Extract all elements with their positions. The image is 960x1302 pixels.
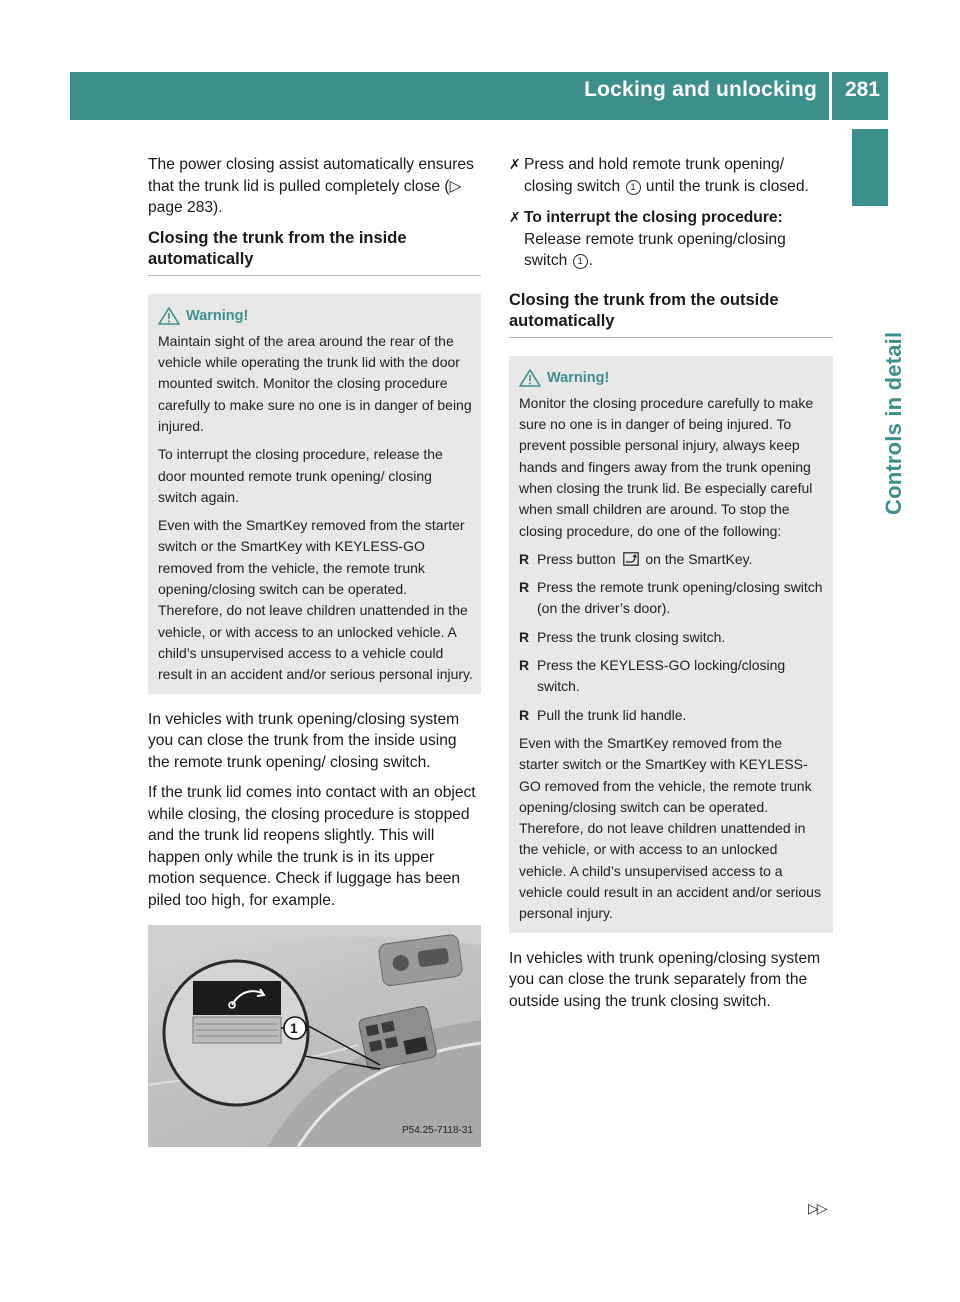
callout-1-icon: 1 bbox=[626, 180, 641, 195]
warning-bullet bbox=[519, 655, 825, 698]
step-text: Press and hold remote trunk opening/ closing switch bbox=[524, 156, 785, 195]
instruction-step bbox=[509, 154, 833, 197]
header-divider bbox=[829, 72, 832, 120]
warning-paragraph: Even with the SmartKey removed from the starter switch or the SmartKey with KEYLESS-GO removed from the vehicle, the remote trunk opening/closing switch can be operated. Therefore, do not leave children unattended in the vehicle, or with access to an unlocked vehicle. A child’s unsupervised access to a vehicle could result in an accident and/or serious personal injury. bbox=[519, 734, 821, 922]
left-column bbox=[148, 154, 481, 1147]
continue-indicator: ▷▷ bbox=[808, 1200, 826, 1216]
warning-box-outside bbox=[509, 356, 833, 933]
step-title: To interrupt the closing procedure: bbox=[524, 209, 783, 226]
instruction-step bbox=[509, 207, 833, 272]
bullet-mark: R bbox=[519, 579, 530, 596]
warning-bullet bbox=[519, 549, 825, 570]
section-heading-inside: Closing the trunk from the inside automatically bbox=[148, 228, 481, 276]
warning-header bbox=[158, 306, 473, 327]
warning-triangle-icon bbox=[158, 307, 180, 325]
step-arrow-icon: ✗ bbox=[509, 209, 521, 225]
chapter-title: Locking and unlocking bbox=[584, 78, 817, 101]
warning-paragraph: Monitor the closing procedure carefully to make sure no one is in danger of being injured. To prevent possible personal injury, always keep hands and fingers away from the trunk opening when closing the trunk lid. Be especially careful when small children are around. To stop the closing procedure, do one of the following: bbox=[519, 394, 814, 539]
bullet-mark: R bbox=[519, 657, 530, 674]
bullet-mark: R bbox=[519, 628, 530, 645]
warning-paragraph: Maintain sight of the area around the rear of the vehicle while operating the trunk lid with the door mounted switch. Monitor the closing procedure carefully to make sure no one is in danger of being injured. bbox=[158, 332, 472, 434]
page-header bbox=[70, 72, 888, 120]
body-paragraph: In vehicles with trunk opening/closing system you can close the trunk from the inside using the remote trunk opening/ closing switch. bbox=[148, 710, 460, 771]
warning-paragraph: To interrupt the closing procedure, release the door mounted remote trunk opening/ closing switch again. bbox=[158, 446, 443, 505]
warning-bullet bbox=[519, 627, 825, 648]
side-tab-marker bbox=[852, 129, 888, 206]
image-code: P54.25-7118-31 bbox=[402, 1124, 473, 1136]
door-panel-drawing bbox=[148, 925, 481, 1147]
intro-paragraph: The power closing assist automatically ensures that the trunk lid is pulled completely close (▷ page 283). bbox=[148, 156, 474, 216]
door-switch-illustration bbox=[148, 925, 481, 1147]
bullet-text: Press the KEYLESS-GO locking/closing switch. bbox=[537, 657, 786, 695]
page-number: 281 bbox=[844, 78, 880, 101]
section-heading-outside: Closing the trunk from the outside automatically bbox=[509, 290, 833, 338]
bullet-text: Press the remote trunk opening/closing switch (on the driver’s door). bbox=[537, 579, 823, 617]
side-tab-label: Controls in detail bbox=[881, 331, 906, 515]
step-text: . bbox=[588, 252, 594, 269]
body-paragraph: In vehicles with trunk opening/closing system you can close the trunk separately from the outside using the trunk closing switch. bbox=[509, 949, 821, 1010]
step-text: until the trunk is closed. bbox=[645, 177, 809, 195]
warning-bullet bbox=[519, 577, 825, 620]
step-arrow-icon: ✗ bbox=[509, 156, 521, 172]
trunk-key-button-icon bbox=[623, 552, 639, 566]
bullet-text: on the SmartKey. bbox=[645, 550, 753, 567]
warning-paragraph: Even with the SmartKey removed from the starter switch or the SmartKey with KEYLESS-GO removed from the vehicle, the remote trunk opening/closing switch can be operated. Therefore, do not leave children unattended in the vehicle, or with access to an unlocked vehicle. A child’s unsupervised access to a vehicle could result in an accident and/or serious personal injury. bbox=[158, 517, 473, 683]
right-column bbox=[509, 154, 833, 1021]
bullet-text: Pull the trunk lid handle. bbox=[537, 706, 687, 723]
bullet-mark: R bbox=[519, 550, 530, 567]
callout-1-icon: 1 bbox=[573, 254, 588, 269]
warning-title: Warning! bbox=[186, 307, 249, 324]
bullet-text: Press the trunk closing switch. bbox=[537, 628, 726, 645]
callout-number: 1 bbox=[290, 1020, 298, 1037]
warning-triangle-icon bbox=[519, 369, 541, 387]
bullet-text: Press button bbox=[537, 550, 616, 567]
body-paragraph: If the trunk lid comes into contact with an object while closing, the closing procedure is stopped and the trunk lid reopens slightly. This will happen only while the trunk is in its upper motion sequence. Check if luggage has been piled too high, for example. bbox=[148, 784, 476, 909]
warning-title: Warning! bbox=[547, 369, 610, 386]
step-text: Release remote trunk opening/closing switch bbox=[524, 230, 786, 269]
warning-bullet bbox=[519, 705, 825, 726]
warning-box-inside bbox=[148, 294, 481, 694]
warning-header bbox=[519, 368, 825, 389]
bullet-mark: R bbox=[519, 706, 530, 723]
